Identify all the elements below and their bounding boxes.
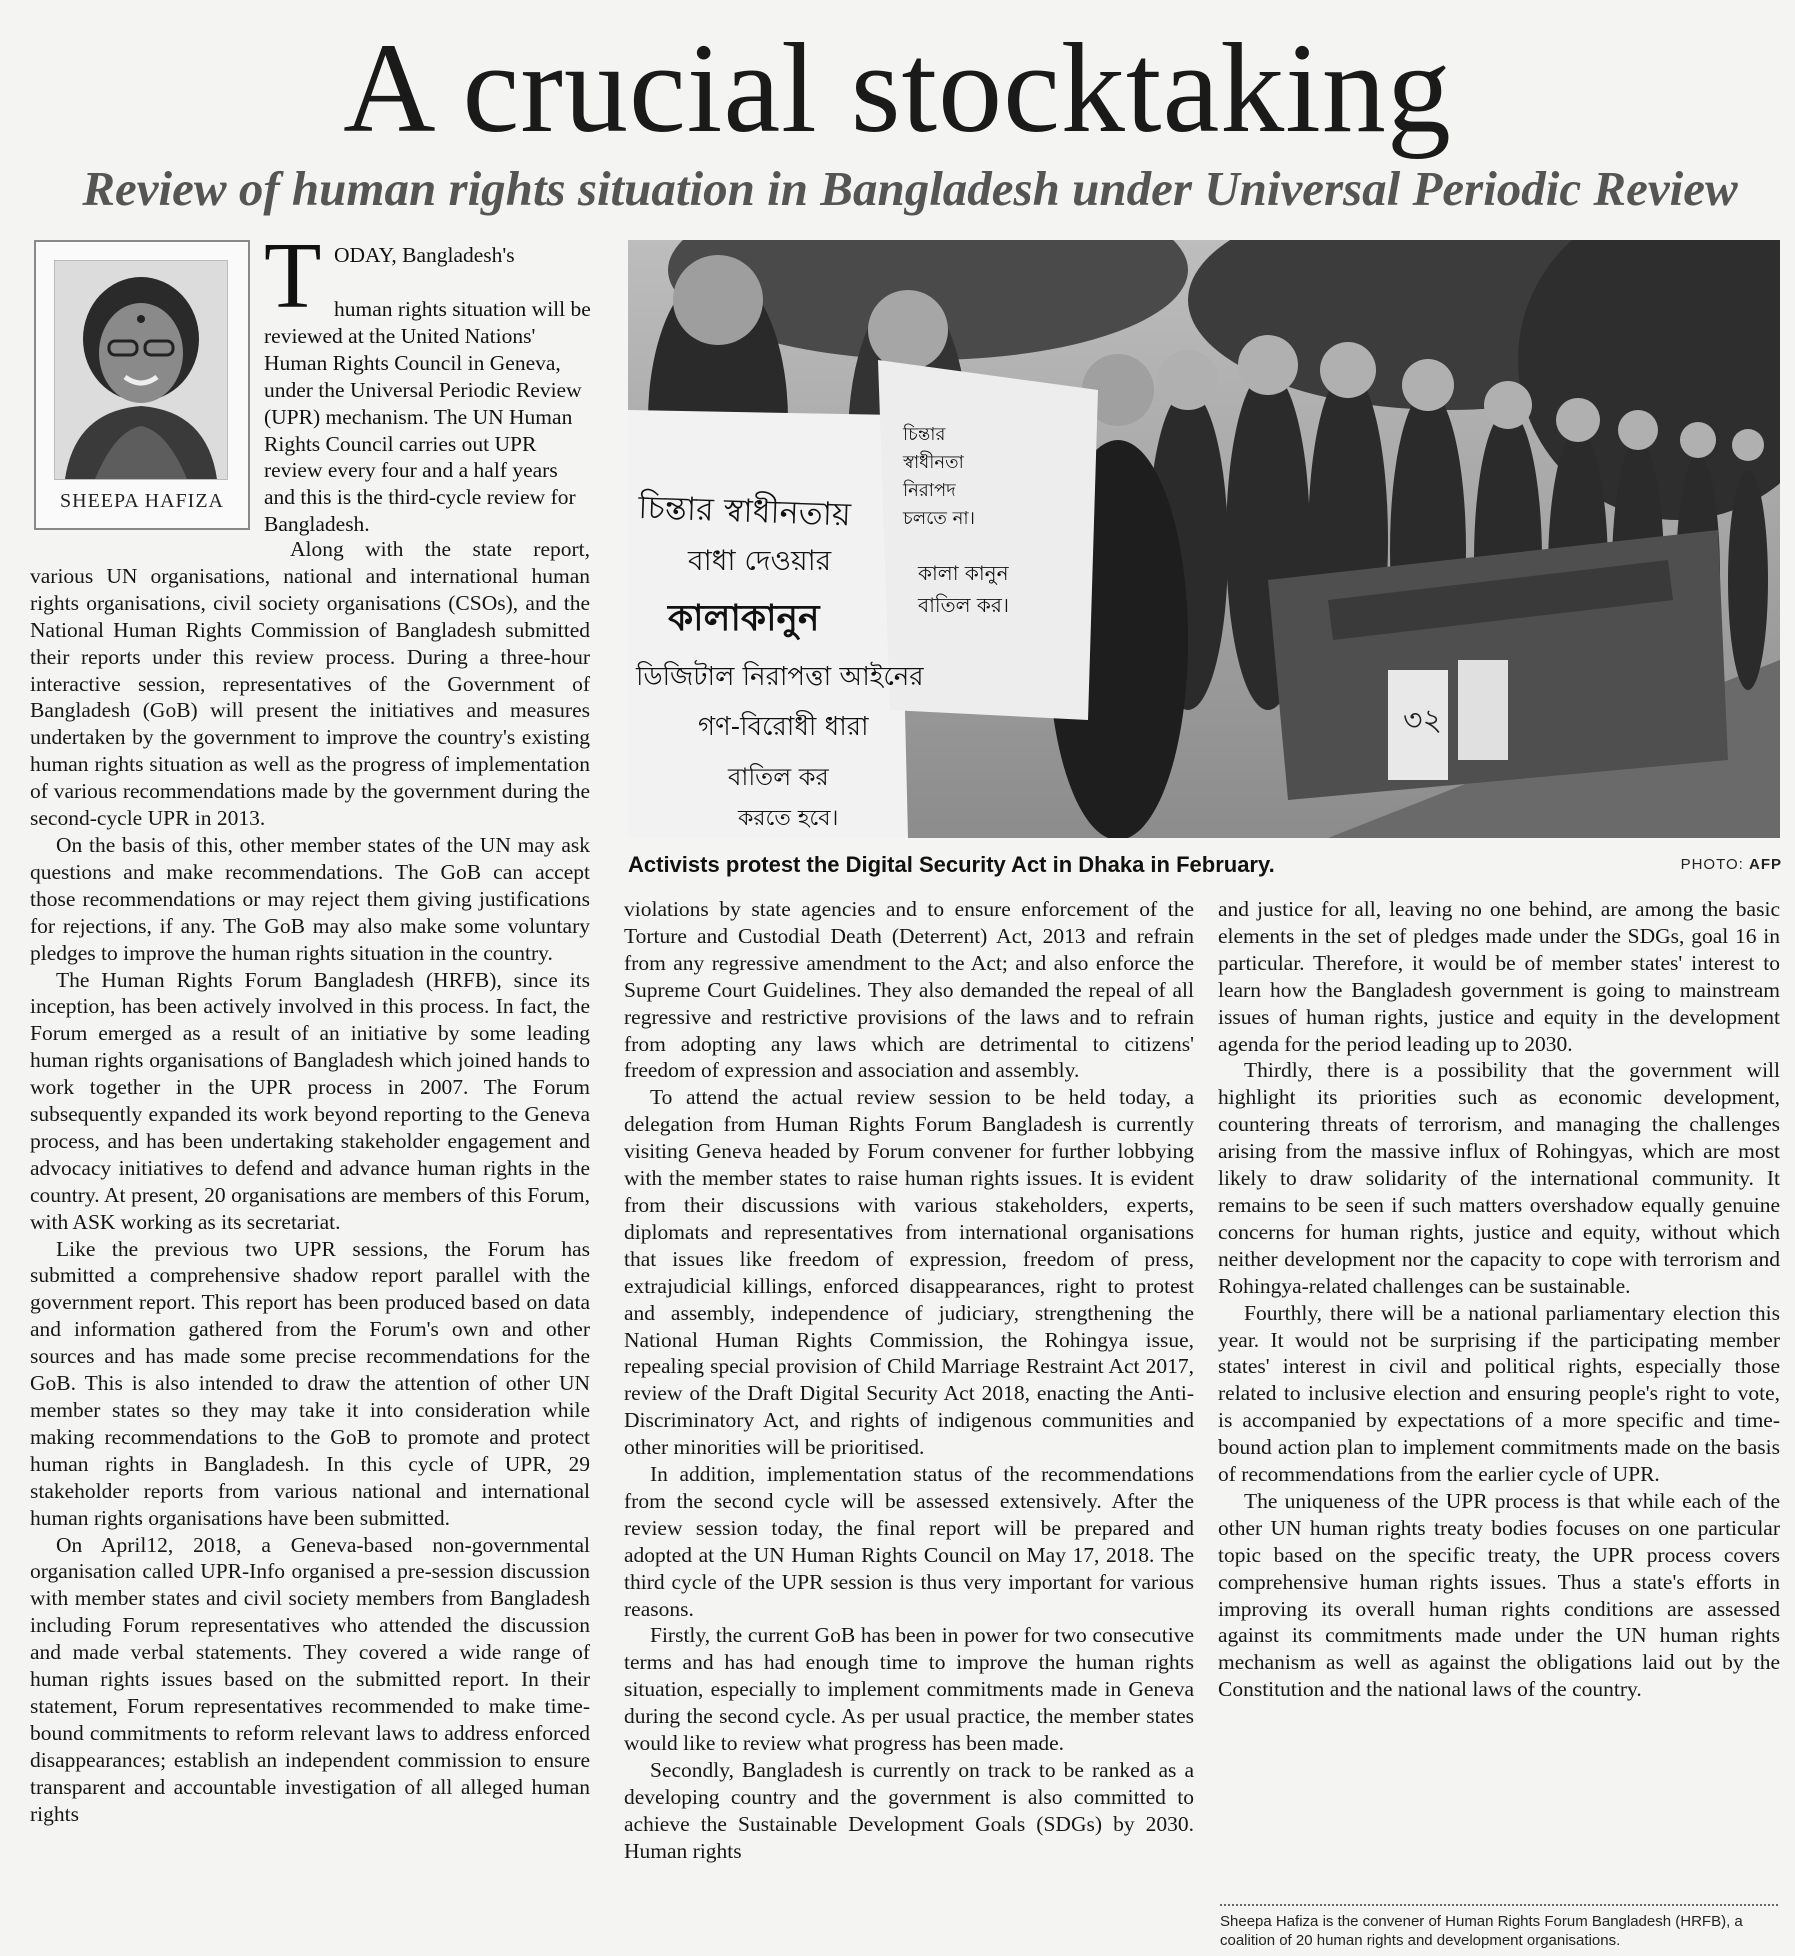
article-column-2: [624, 896, 1194, 1865]
col2-paragraph-3: In addition, implementation status of the recommendations from the second cycle will be assessed extensively. After the review session today, the final report will be prepared and adopted at the UN Human Rights Council on May 17, 2018. The third cycle of the UPR session is thus very important for various reasons.: [624, 1462, 1194, 1621]
col3-paragraph-4: The uniqueness of the UPR process is that while each of the other UN human rights treaty bodies focuses on one particular topic based on the specific treaty, the UPR process covers comprehensive human rights issues. Thus a state's efforts in improving its overall human rights conditions are assessed against its commitments made under the UN human rights mechanism as well as against the obligations laid out by the Constitution and the national laws of the country.: [1218, 1488, 1780, 1702]
col1-paragraph-4: Like the previous two UPR sessions, the Forum has submitted a comprehensive shadow report parallel with the government report. This report has been produced based on data and information gathered from the Forum's own and other sources and has made some precise recommendations for the GoB. This is also intended to draw the attention of other UN member states so they may take it into consideration while making recommendations to the GoB to promote and protect human rights in Bangladesh. In this cycle of UPR, 29 stakeholder reports from various national and international human rights organisations have been submitted.: [30, 1236, 590, 1530]
lead-paragraph: human rights situation will be reviewed at the United Nations' Human Rights Council in Geneva, under the Universal Periodic Review (UPR) mechanism. The UN Human Rights Council carries out UPR review every four and a half years and this is the third-cycle review for Bangladesh.: [264, 297, 591, 537]
col2-paragraph-4: Firstly, the current GoB has been in power for two consecutive terms and has had enough time to improve the human rights situation, especially to implement commitments made in Geneva during the second cycle. As per usual practice, the member states would like to review what progress has been made.: [624, 1623, 1194, 1756]
col1-paragraph-2: On the basis of this, other member states of the UN may ask questions and make recommendations. The GoB can accept those recommendations or may reject them giving justifications for rejections, if any. The GoB may also make some voluntary pledges to improve the human rights situation in the country.: [30, 832, 590, 965]
col2-paragraph-5: Secondly, Bangladesh is currently on track to be ranked as a developing country and the government is also committed to achieve the Sustainable Development Goals (SDGs) by 2030. Human rights: [624, 1758, 1194, 1863]
article-column-1: [30, 536, 590, 1828]
author-bio: Sheepa Hafiza is the convener of Human Rights Forum Bangladesh (HRFB), a coalition of 20 human rights and development organisations.: [1220, 1913, 1743, 1949]
placard-middle-line-1: চিন্তার: [903, 424, 946, 445]
col3-paragraph-2: Thirdly, there is a possibility that the government will highlight its priorities such as economic development, countering threats of terrorism, and managing the challenges arising from the massive influx of Rohingyas, which are most likely to draw solidarity of the international community. It remains to be seen if such matters overshadow equally genuine concerns for human rights, justice and equity, without which neither development nor the capacity to cope with terrorism and Rohingya-related challenges can be sustainable.: [1218, 1058, 1780, 1298]
photo-credit-label: PHOTO:: [1680, 856, 1749, 873]
author-caption: SHEEPA HAFIZA: [60, 490, 224, 512]
author-portrait-box: [34, 240, 250, 530]
placard-middle-line-5: কালা কানুন: [918, 561, 1009, 585]
author-photo: [54, 260, 228, 480]
photo-caption: Activists protest the Digital Security Act in Dhaka in February.: [628, 852, 1275, 877]
lead-first-line: ODAY, Bangladesh's: [334, 243, 515, 267]
protest-photo: [628, 240, 1780, 838]
placard-middle-line-3: নিরাপদ: [903, 480, 956, 501]
col1-paragraph-3: The Human Rights Forum Bangladesh (HRFB), since its inception, has been actively involved in this process. In fact, the Forum emerged as a result of an initiative by some leading human rights organisations of Bangladesh which joined hands to work together in the UPR process in 2007. The Forum subsequently expanded its work beyond reporting to the Geneva process, and has been undertaking stakeholder engagement and advocacy initiatives to defend and advance human rights in the country. At present, 20 organisations are members of this Forum, with ASK working as its secretariat.: [30, 967, 590, 1234]
col1-paragraph-1: Along with the state report, various UN organisations, national and international human rights organisations, civil society organisations (CSOs), and the National Human Rights Commission of Bangladesh submitted their reports under this review process. During a three-hour interactive session, representatives of the Government of Bangladesh (GoB) will present the initiatives and measures undertaken by the government to improve the country's existing human rights situation as well as the progress of implementation of various recommendations made by the government during the second-cycle UPR in 2013.: [30, 537, 590, 831]
headline: A crucial stocktaking: [343, 17, 1452, 159]
photo-credit-source: AFP: [1749, 856, 1782, 873]
placard-left-line-5: গণ-বিরোধী ধারা: [698, 712, 869, 742]
col3-paragraph-1: and justice for all, leaving no one behind, are among the basic elements in the set of pledges made under the SDGs, goal 16 in particular. Therefore, it would be of member states' interest to learn how the Bangladesh government is going to mainstream issues of human rights, justice and equity in the development agenda for the period leading up to 2030.: [1218, 897, 1780, 1056]
bio-divider: [1220, 1904, 1778, 1906]
placard-middle-line-2: স্বাধীনতা: [903, 452, 964, 473]
photo-credit: [1560, 856, 1782, 873]
col2-paragraph-2: To attend the actual review session to be held today, a delegation from Human Rights Forum Bangladesh is currently visiting Geneva headed by Forum convener for further lobbying with the member states to raise human rights issues. It is evident from their discussions with various stakeholders, experts, diplomats and representatives from international organisations that issues like freedom of expression, freedom of press, extrajudicial killings, enforced disappearances, right to protest and assembly, independence of judiciary, strengthening the National Human Rights Commission, the Rohingya issue, repealing special provision of Child Marriage Restraint Act 2017, review of the Draft Digital Security Act 2018, enacting the Anti-Discriminatory Act, and rights of indigenous communities and other minorities will be prioritised.: [624, 1085, 1194, 1460]
svg-text:৩২: ৩২: [1403, 703, 1443, 738]
placard-left-line-1: চিন্তার স্বাধীনতায়: [637, 488, 852, 534]
placard-left-line-4: ডিজিটাল নিরাপত্তা আইনের: [636, 662, 924, 692]
placard-left-line-2: বাধা দেওয়ার: [688, 544, 832, 577]
col2-paragraph-1: violations by state agencies and to ensure enforcement of the Torture and Custodial Death (Deterrent) Act, 2013 and refrain from any regressive amendment to the Act; and also enforce the Supreme Court Guidelines. They also demanded the repeal of all regressive and restrictive provisions of the laws and to refrain from adopting any laws which are detrimental to citizens' freedom of expression and association and assembly.: [624, 897, 1194, 1083]
article-column-3: [1218, 896, 1780, 1703]
placard-left-line-3: কালাকানুন: [668, 598, 820, 639]
col1-paragraph-5: On April12, 2018, a Geneva-based non-governmental organisation called UPR-Info organised a pre-session discussion with member states and civil society members from Bangladesh including Forum representatives who attended the discussion and made verbal statements. They covered a wide range of human rights issues based on the submitted report. In their statement, Forum representatives recommended to make time-bound commitments to reform relevant laws to address enforced disappearances; establish an independent commission to ensure transparent and accountable investigation of all alleged human rights: [30, 1532, 590, 1826]
placard-middle-line-6: বাতিল কর।: [918, 593, 1010, 617]
placard-left-line-7: করতে হবে।: [738, 806, 839, 831]
placard-middle-line-4: চলতে না।: [903, 508, 975, 529]
col3-paragraph-3: Fourthly, there will be a national parliamentary election this year. It would not be surprising if the participating member states' interest in civil and political rights, especially those related to inclusive election and ensuring people's right to vote, is accompanied by expectations of a more specific and time-bound action plan to implement commitments made on the basis of recommendations from the earlier cycle of UPR.: [1218, 1300, 1780, 1487]
placard-left-line-6: বাতিল কর: [728, 763, 829, 791]
drop-cap: T: [264, 224, 322, 328]
subheadline: Review of human rights situation in Bangladesh under Universal Periodic Review: [82, 161, 1738, 216]
